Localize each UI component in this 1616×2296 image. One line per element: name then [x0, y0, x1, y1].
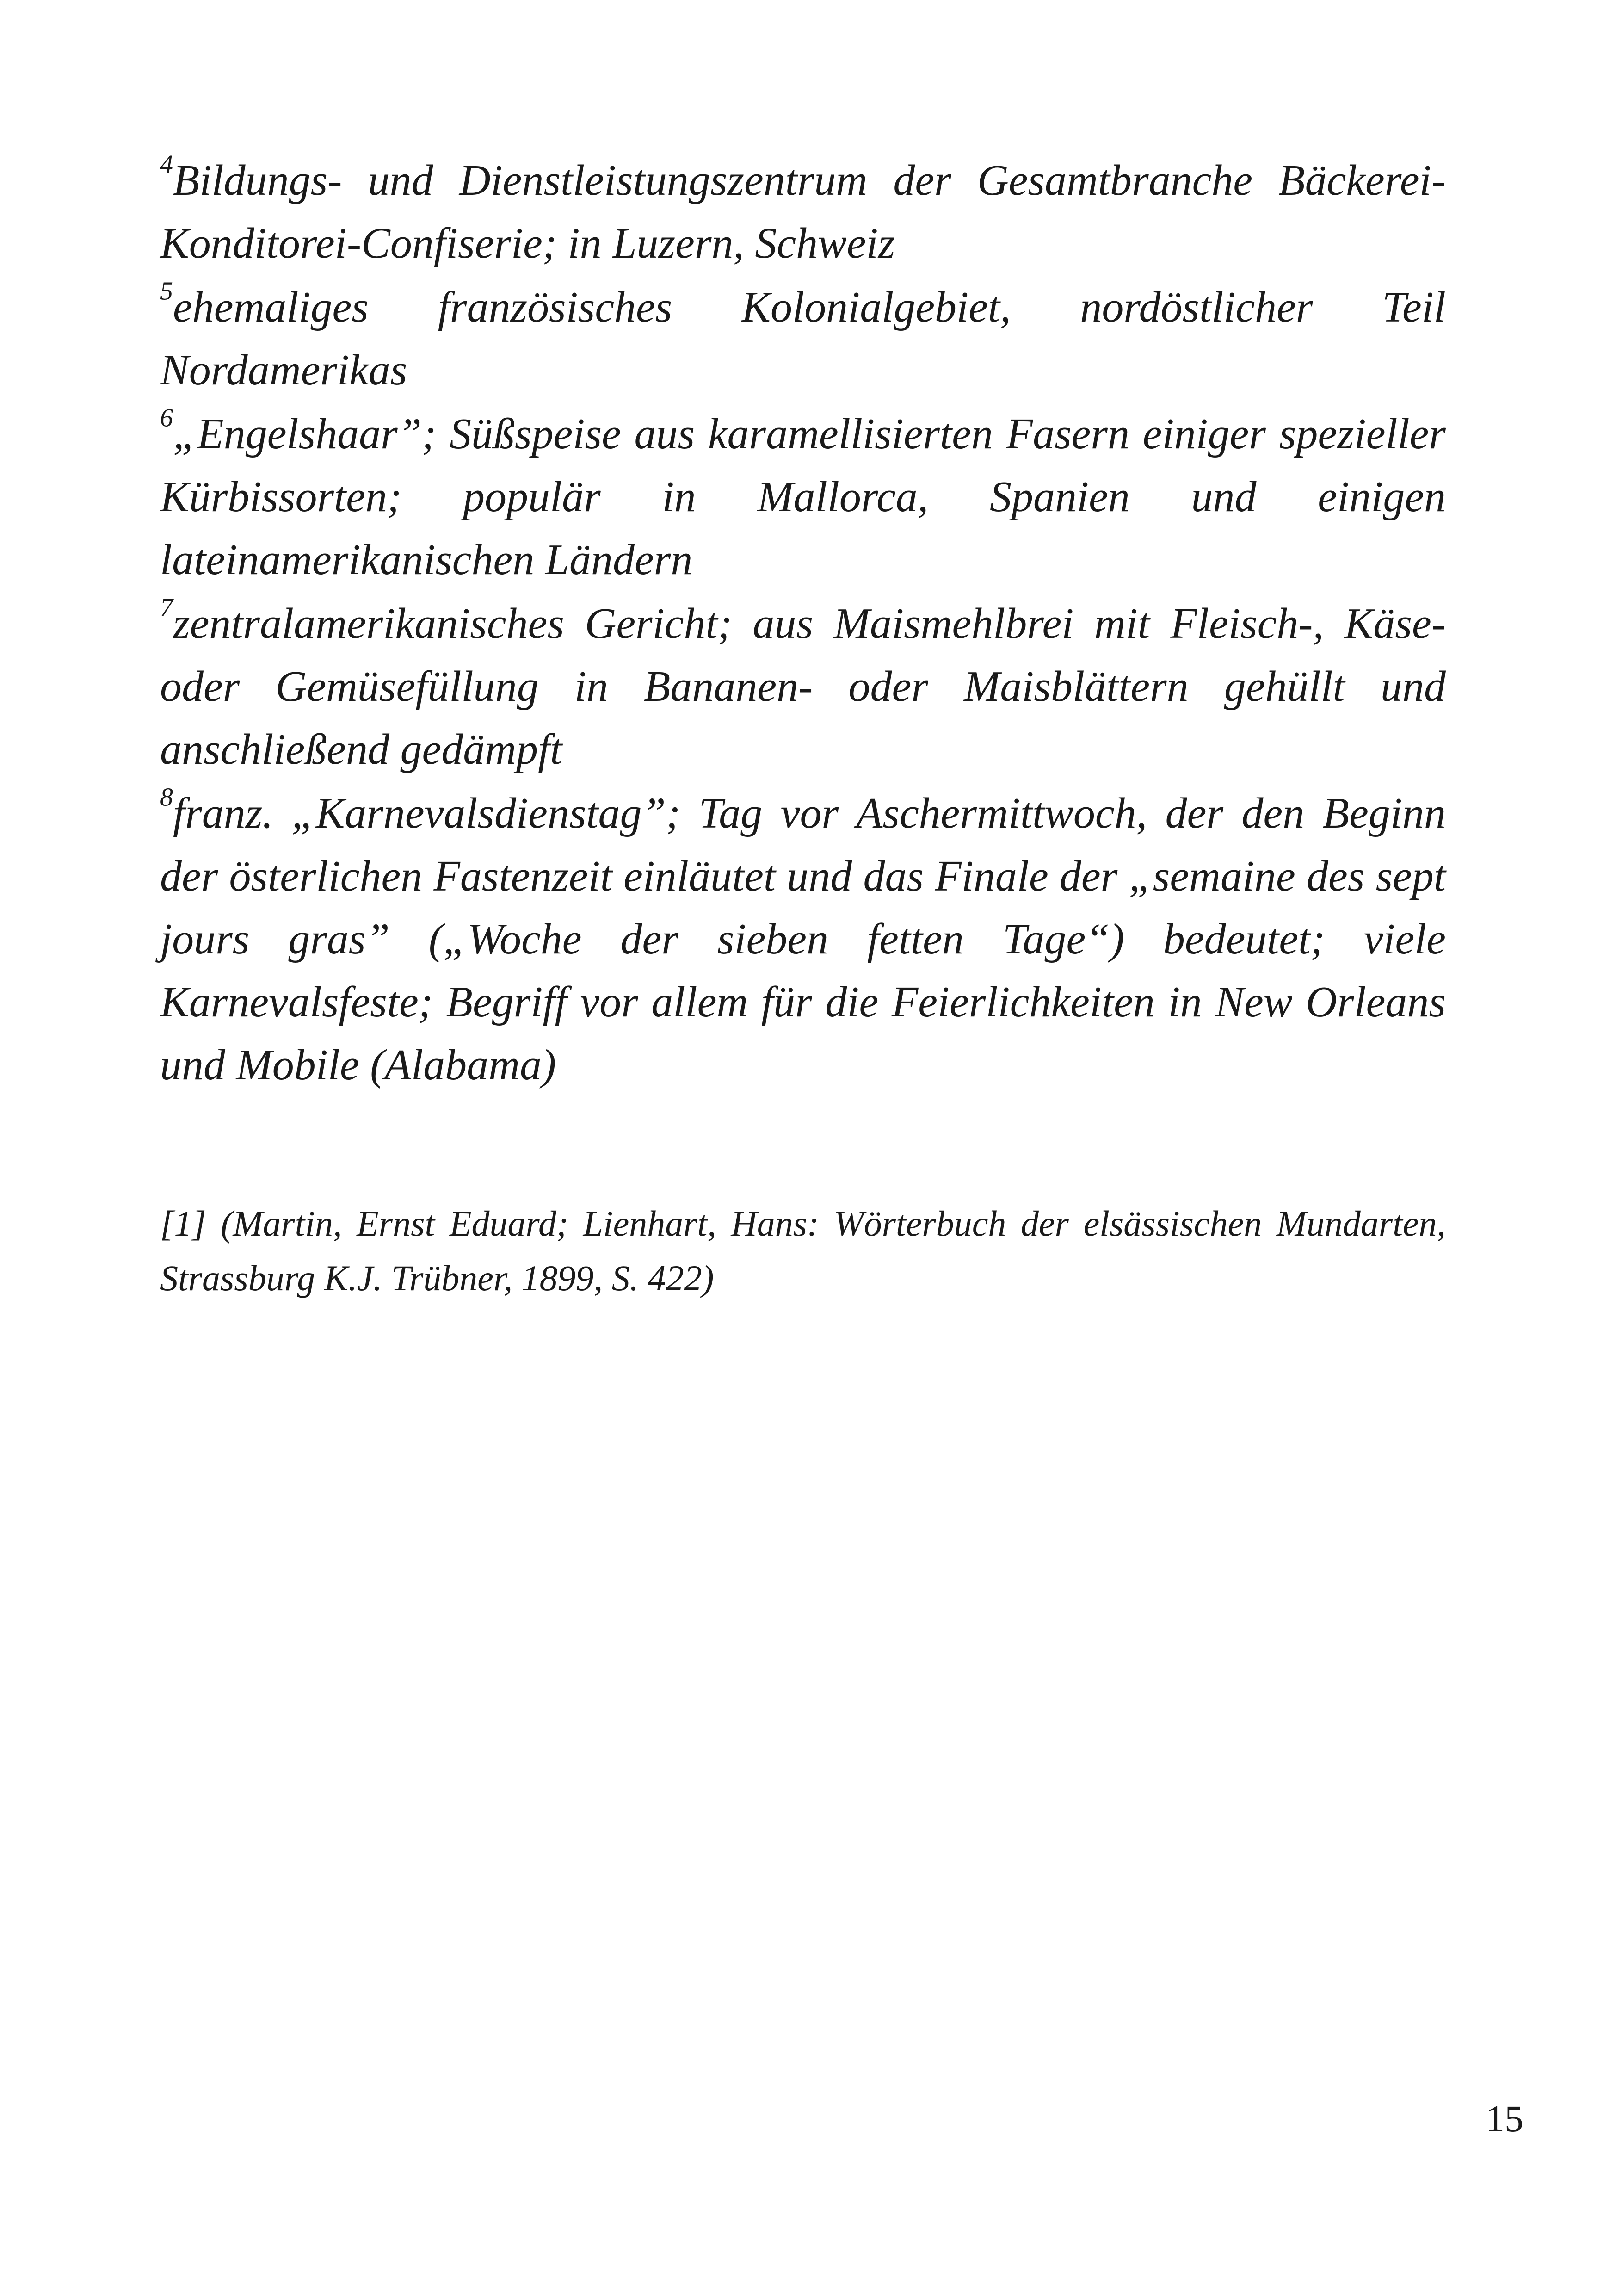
footnote-6 — [160, 402, 1446, 591]
footnote-text: Bildungs- und Dienstleistungszentrum der Gesamtbranche Bäckerei-Konditorei-Confiserie; in Luzern, Schweiz — [160, 156, 1446, 267]
footnote-text: zentralamerikanisches Gericht; aus Maismehlbrei mit Fleisch-, Käse- oder Gemüsefüllung in Bananen- oder Maisblättern gehüllt und anschließend gedämpft — [160, 600, 1446, 774]
footnote-text: „Engelshaar”; Süßspeise aus karamellisierten Fasern einiger spezieller Kürbissorten; populär in Mallorca, Spanien und einigen lateinamerikanischen Ländern — [160, 410, 1446, 584]
footnote-5 — [160, 276, 1446, 402]
footnote-text: franz. „Karnevalsdienstag”; Tag vor Aschermittwoch, der den Beginn der österlichen Fastenzeit einläutet und das Finale der „semaine des sept jours gras” („Woche der sieben fetten Tage“) bedeutet; viele Karnevalsfeste; Begriff vor allem für die Feierlichkeiten in New Orleans und Mobile (Alabama) — [160, 789, 1446, 1089]
page-number: 15 — [1486, 2098, 1523, 2140]
footnote-marker: 5 — [160, 277, 173, 306]
footnote-text: ehemaliges französisches Kolonialgebiet, nordöstlicher Teil Nordamerikas — [160, 283, 1446, 394]
bibliographic-reference: [1] (Martin, Ernst Eduard; Lienhart, Hans: Wörterbuch der elsässischen Mundarten, Strassburg K.J. Trübner, 1899, S. 422) — [160, 1203, 1446, 1298]
footnotes-section — [160, 149, 1446, 1097]
footnote-4 — [160, 149, 1446, 275]
footnote-marker: 4 — [160, 150, 173, 179]
footnote-marker: 7 — [160, 593, 173, 622]
footnote-7 — [160, 592, 1446, 781]
footnote-8 — [160, 782, 1446, 1096]
footnote-marker: 8 — [160, 783, 173, 812]
footnote-marker: 6 — [160, 403, 173, 433]
